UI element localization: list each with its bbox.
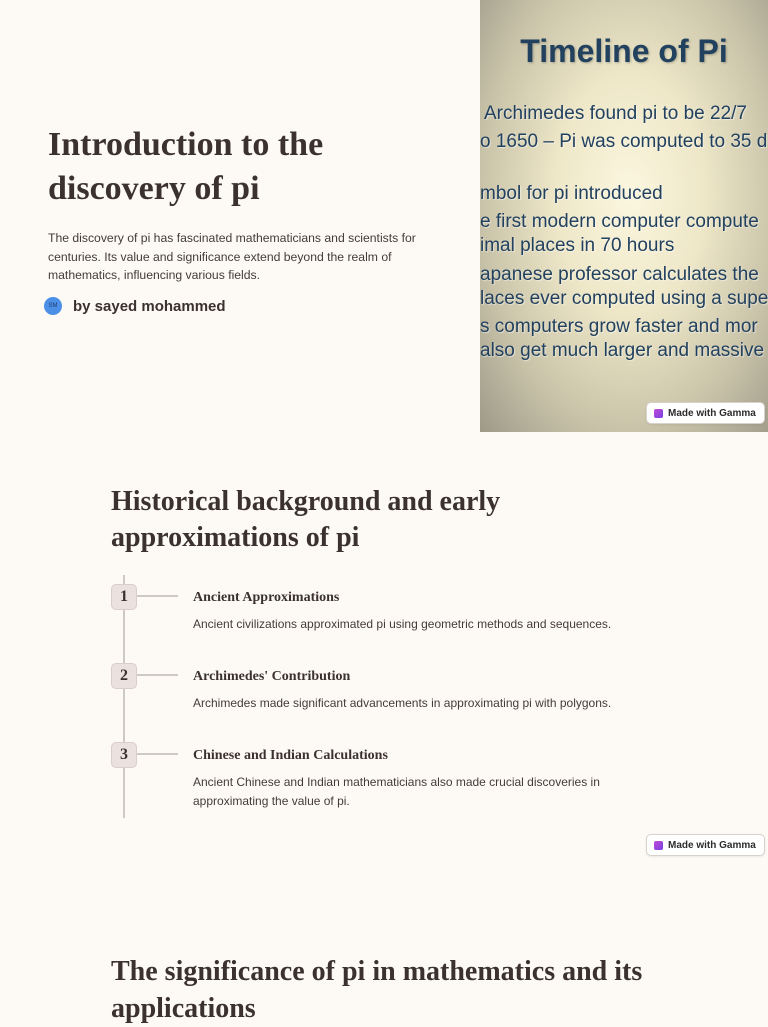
made-with-gamma-badge[interactable]: [646, 834, 765, 856]
image-line: Archimedes found pi to be 22/7: [484, 103, 748, 124]
author-name: by sayed mohammed: [73, 297, 226, 315]
page-title: Introduction to the discovery of pi: [48, 126, 324, 207]
timeline-text: Archimedes made significant advancements in approximating pi with polygons.: [193, 696, 612, 710]
image-line: e first modern computer compute: [480, 211, 759, 232]
timeline-step-number: 2: [111, 663, 137, 689]
section-title-history: Historical background and early approximations of pi: [111, 486, 501, 553]
timeline-connector: [137, 674, 178, 676]
image-line: laces ever computed using a supe: [480, 288, 768, 309]
section-title-significance: The significance of pi in mathematics and its applications: [111, 956, 643, 1024]
gamma-logo-icon: [654, 409, 663, 418]
image-line: s computers grow faster and mor: [480, 316, 758, 337]
image-line: mbol for pi introduced: [480, 183, 663, 204]
timeline-heading: Archimedes' Contribution: [193, 669, 351, 684]
image-line: apanese professor calculates the: [480, 264, 759, 285]
timeline-step-number: 1: [111, 584, 137, 610]
intro-description: The discovery of pi has fascinated mathematicians and scientists for centuries. Its value and significance extend beyond the realm of mathematics, influencing various fields.: [48, 231, 416, 282]
timeline-connector: [137, 753, 178, 755]
timeline-of-pi-image: [480, 0, 768, 432]
timeline-connector: [137, 595, 178, 597]
image-line: o 1650 – Pi was computed to 35 d: [480, 131, 768, 152]
badge-label: Made with Gamma: [668, 407, 756, 419]
timeline-heading: Chinese and Indian Calculations: [193, 748, 388, 763]
image-line: imal places in 70 hours: [480, 235, 675, 256]
author-byline: [44, 295, 226, 317]
timeline-text: Ancient civilizations approximated pi using geometric methods and sequences.: [193, 617, 612, 631]
timeline-text: Ancient Chinese and Indian mathematicians also made crucial discoveries in approximating the value of pi.: [193, 775, 600, 808]
image-line: also get much larger and massive: [480, 340, 765, 361]
timeline-step-number: 3: [111, 742, 137, 768]
gamma-logo-icon: [654, 841, 663, 850]
made-with-gamma-badge[interactable]: [646, 402, 765, 424]
badge-label: Made with Gamma: [668, 839, 756, 851]
timeline-line: [123, 575, 125, 818]
timeline-heading: Ancient Approximations: [193, 590, 340, 605]
image-title: Timeline of Pi: [520, 33, 728, 69]
avatar: SM: [44, 297, 62, 315]
